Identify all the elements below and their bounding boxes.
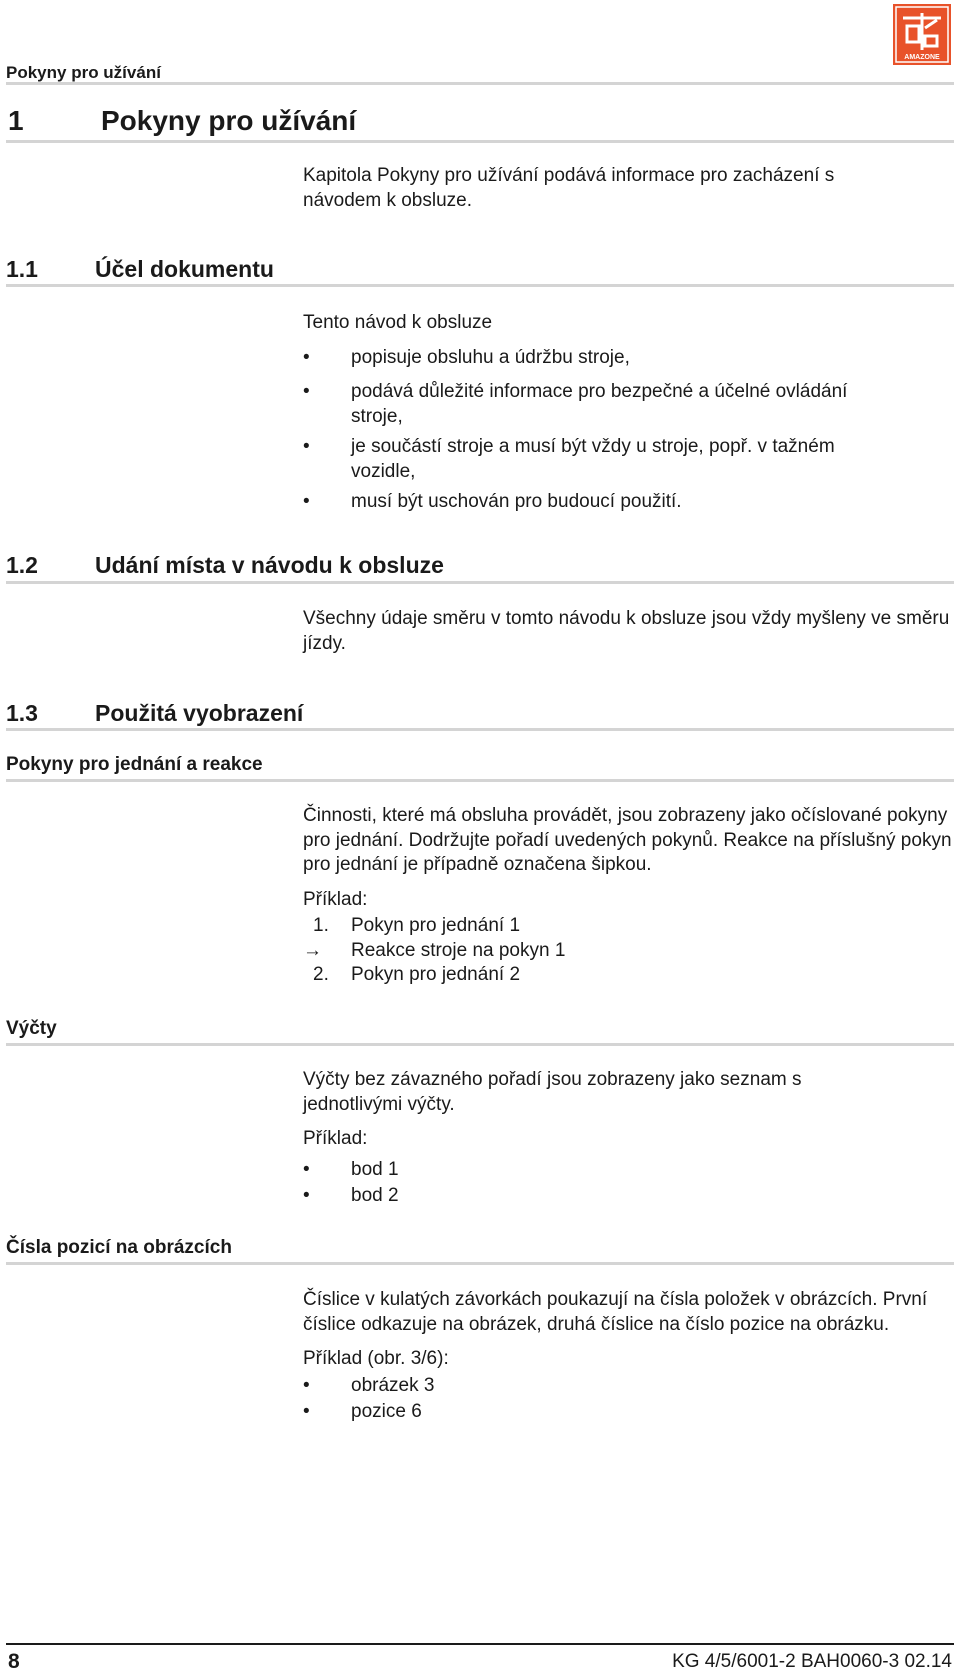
list-item: • je součástí stroje a musí být vždy u stroje, popř. v tažném vozidle, (303, 435, 883, 484)
subsection-actions-rule (6, 779, 954, 782)
step-text: Reakce stroje na pokyn 1 (351, 939, 566, 961)
step-text: Pokyn pro jednání 2 (351, 964, 521, 985)
example-label: Příklad: (303, 1128, 368, 1149)
footer-rule (6, 1643, 954, 1645)
section-1-2-title: Udání místa v návodu k obsluze (95, 552, 444, 578)
subsection-positions-body (303, 1288, 953, 1425)
subsection-positions-text: Číslice v kulatých závorkách poukazují na čísla položek v obrázcích. První číslice odkazuje na obrázek, druhá číslice na číslo pozice na obrázku. (303, 1289, 928, 1335)
example-label: Příklad: (303, 888, 368, 910)
section-1-3-title: Použitá vyobrazení (95, 700, 304, 726)
chapter-intro-text: Kapitola Pokyny pro užívání podává informace pro zacházení s návodem k obsluze. (303, 165, 835, 211)
subsection-lists-text: Výčty bez závazného pořadí jsou zobrazeny jako seznam s jednotlivými výčty. (303, 1069, 802, 1115)
section-1-3-number: 1.3 (6, 700, 38, 726)
running-header-title: Pokyny pro užívání (6, 63, 161, 82)
section-1-1-rule (6, 284, 954, 287)
list-item: • pozice 6 (303, 1400, 953, 1425)
list-item: • bod 2 (303, 1184, 863, 1209)
step-number: 1. (313, 915, 329, 936)
list-item: • bod 1 (303, 1158, 863, 1183)
section-1-1-lead: Tento návod k obsluze (303, 312, 493, 333)
section-1-2-number: 1.2 (6, 552, 38, 578)
subsection-lists-body (303, 1068, 863, 1209)
section-1-1-body (303, 311, 883, 515)
chapter-rule (6, 140, 954, 143)
document-code: KG 4/5/6001-2 BAH0060-3 02.14 (672, 1651, 952, 1672)
section-1-2-text: Všechny údaje směru v tomto návodu k obsluze jsou vždy myšleny ve směru jízdy. (303, 608, 950, 654)
action-step (303, 963, 953, 988)
subsection-lists-title: Výčty (6, 1018, 57, 1039)
chapter-intro (303, 164, 863, 213)
chapter-number: 1 (8, 105, 24, 136)
list-item: • musí být uschován pro budoucí použití. (303, 490, 883, 515)
step-text: Pokyn pro jednání 1 (351, 915, 521, 936)
subsection-positions-title: Čísla pozicí na obrázcích (6, 1237, 232, 1258)
subsection-positions-rule (6, 1262, 954, 1265)
section-1-2-rule (6, 581, 954, 584)
example-label: Příklad (obr. 3/6): (303, 1348, 449, 1369)
section-1-2-body (303, 607, 953, 656)
amazone-logo (893, 4, 951, 65)
page-number: 8 (8, 1650, 20, 1673)
subsection-actions-body (303, 804, 953, 988)
arrow-icon: → (303, 939, 322, 961)
section-1-1-number: 1.1 (6, 256, 38, 282)
section-1-3-rule (6, 728, 954, 731)
subsection-lists-rule (6, 1043, 954, 1046)
logo-wordmark: AMAZONE (904, 54, 940, 61)
list-item: • popisuje obsluhu a údržbu stroje, (303, 346, 883, 371)
step-number: 2. (313, 964, 329, 985)
action-reaction (303, 939, 953, 964)
header-rule (6, 82, 954, 85)
chapter-title: Pokyny pro užívání (101, 105, 357, 136)
action-step (303, 914, 953, 939)
subsection-actions-text: Činnosti, které má obsluha provádět, jsou zobrazeny jako očíslované pokyny pro jednání. Dodržujte pořadí uvedených pokynů. Reakce na příslušný pokyn pro jednání je případně označena šipkou. (303, 805, 952, 875)
list-item: • obrázek 3 (303, 1374, 953, 1399)
subsection-actions-title: Pokyny pro jednání a reakce (6, 754, 263, 775)
section-1-1-title: Účel dokumentu (95, 256, 274, 282)
list-item: • podává důležité informace pro bezpečné a účelné ovládání stroje, (303, 380, 883, 429)
